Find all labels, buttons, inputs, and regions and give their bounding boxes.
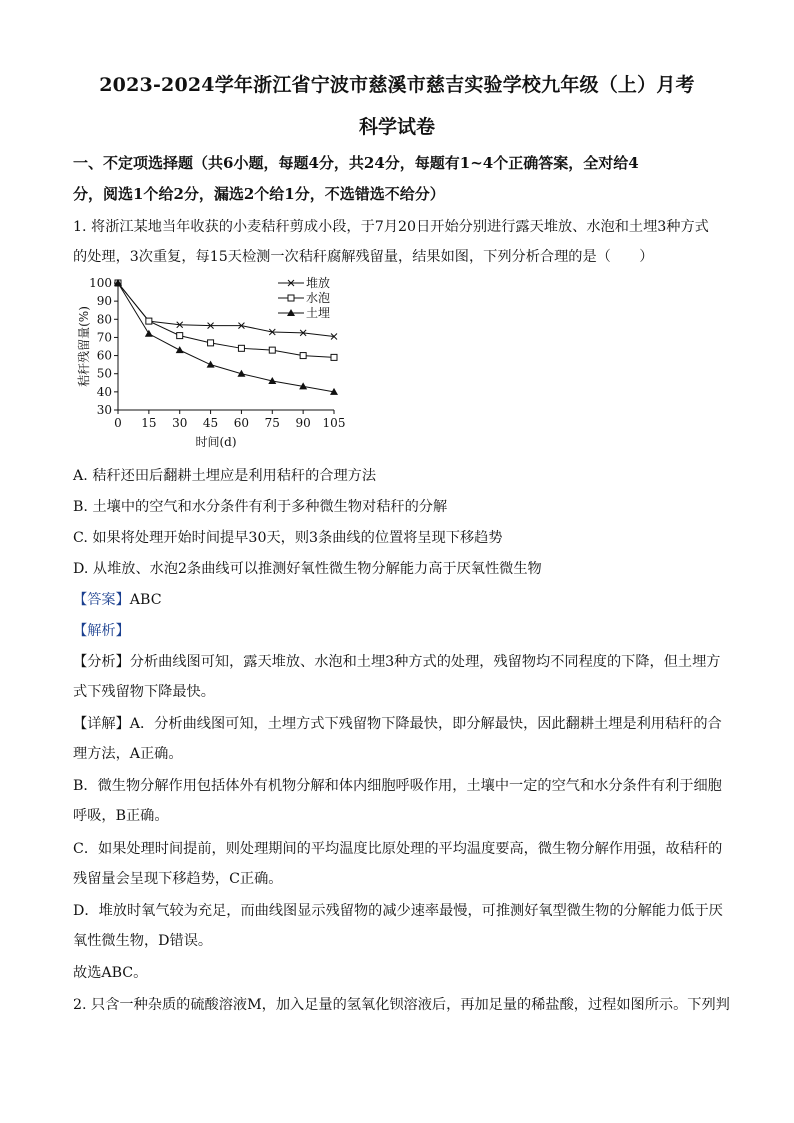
analysis-tag-line [73, 620, 130, 640]
x-axis-label: 时间(d) [195, 435, 237, 449]
explain-b-line-2: 呼吸，B正确。 [73, 808, 169, 824]
explain-d-line-2: 氧性微生物，D错误。 [73, 933, 213, 949]
explain-c-line-2: 残留量会呈现下移趋势，C正确。 [73, 871, 283, 887]
y-tick-label: 70 [96, 330, 112, 345]
question-1-stem-line-1: 1. 将浙江某地当年收获的小麦秸秆剪成小段，于7月20日开始分别进行露天堆放、水泡和土埋3种方式 [73, 219, 709, 235]
section-heading-line-2: 分，阅选1个给2分，漏选2个给1分，不选错选不给分） [73, 185, 445, 203]
x-tick-label: 90 [295, 416, 311, 430]
x-tick-label: 45 [202, 416, 219, 430]
data-point-square [300, 353, 306, 359]
y-tick-label: 50 [96, 366, 112, 381]
document-title: 2023-2024学年浙江省宁波市慈溪市慈吉实验学校九年级（上）月考 [99, 74, 695, 96]
fenxi-line-1 [73, 651, 720, 671]
y-tick-label: 60 [96, 348, 112, 363]
x-tick-label: 60 [233, 416, 250, 430]
y-tick-label: 90 [96, 294, 112, 309]
data-point-square [208, 340, 214, 346]
data-point-square [269, 347, 275, 353]
answer-line [73, 589, 162, 609]
question-1-option-a: A. 秸秆还田后翻耕土埋应是利用秸秆的合理方法 [73, 468, 377, 484]
answer-value: ABC [129, 592, 162, 608]
section-heading-line-1: 一、不定项选择题（共6小题，每题4分，共24分，每题有1~4个正确答案，全对给4 [73, 154, 639, 172]
x-tick-label: 0 [114, 416, 122, 430]
series-line-triangle [118, 283, 334, 392]
analysis-tag: 【解析】 [73, 623, 130, 639]
explain-c-line-1: C．如果处理时间提前，则处理期间的平均温度比原处理的平均温度要高，微生物分解作用强，故秸秆的 [73, 841, 723, 857]
question-2-stem-line-1: 2. 只含一种杂质的硫酸溶液M，加入足量的氢氧化钡溶液后，再加足量的稀盐酸，过程如图所示。下列判 [73, 997, 730, 1013]
answer-tag: 【答案】 [73, 592, 130, 608]
question-1-option-d: D. 从堆放、水泡2条曲线可以推测好氧性微生物分解能力高于厌氧性微生物 [73, 561, 542, 577]
series-line-x [118, 283, 334, 337]
y-tick-label: 30 [96, 403, 112, 417]
legend-label: 堆放 [306, 276, 331, 290]
conclusion-line: 故选ABC。 [73, 965, 148, 981]
data-point-square [146, 318, 152, 324]
straw-residue-line-chart [70, 272, 360, 457]
x-tick-label: 15 [141, 416, 157, 430]
xiangjie-text: A．分析曲线图可知，土埋方式下残留物下降最快，即分解最快，因此翻耕土埋是利用秸秆的合 [129, 716, 722, 732]
explain-d-line-1: D．堆放时氧气较为充足，而曲线图显示残留物的减少速率最慢，可推测好氧型微生物的分解能力低于厌 [73, 903, 723, 919]
x-tick-label: 75 [264, 416, 280, 430]
data-point-square [238, 345, 244, 351]
legend-label: 土埋 [306, 306, 331, 320]
data-point-triangle [145, 330, 153, 337]
legend-marker-square [288, 295, 294, 301]
fenxi-line-2: 式下残留物下降最快。 [73, 684, 215, 700]
y-tick-label: 40 [96, 384, 112, 399]
y-tick-label: 100 [89, 276, 112, 290]
y-axis-label: 秸秆残留量(%) [77, 306, 91, 387]
fenxi-text: 分析曲线图可知，露天堆放、水泡和土埋3种方式的处理，残留物均不同程度的下降，但土埋方 [129, 654, 721, 670]
document-subtitle: 科学试卷 [358, 116, 435, 138]
question-1-stem-line-2: 的处理，3次重复，每15天检测一次秸秆腐解残留量，结果如图，下列分析合理的是（ ） [73, 249, 654, 265]
x-tick-label: 30 [172, 416, 188, 430]
fenxi-tag: 【分析】 [73, 654, 130, 670]
explain-b-line-1: B．微生物分解作用包括体外有机物分解和体内细胞呼吸作用，土壤中一定的空气和水分条件有利于细胞 [73, 778, 722, 794]
data-point-triangle [176, 346, 184, 353]
data-point-square [331, 354, 337, 360]
y-tick-label: 80 [96, 312, 112, 327]
legend-label: 水泡 [306, 291, 331, 305]
question-1-option-c: C. 如果将处理开始时间提早30天，则3条曲线的位置将呈现下移趋势 [73, 530, 503, 546]
question-1-option-b: B. 土壤中的空气和水分条件有利于多种微生物对秸秆的分解 [73, 499, 448, 515]
xiangjie-line-1 [73, 713, 722, 733]
x-tick-label: 105 [322, 416, 346, 430]
data-point-square [177, 333, 183, 339]
xiangjie-line-2: 理方法，A正确。 [73, 746, 183, 762]
xiangjie-tag: 【详解】 [73, 716, 130, 732]
data-point-triangle [207, 361, 215, 368]
